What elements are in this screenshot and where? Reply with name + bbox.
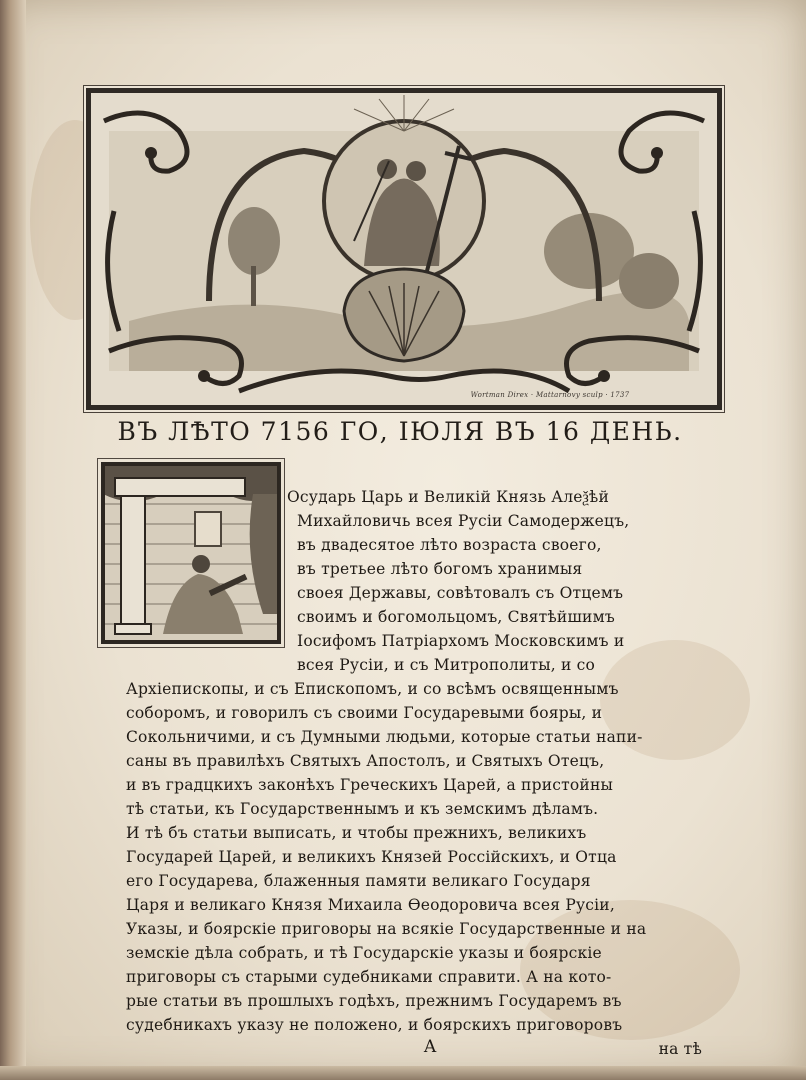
engraved-headpiece [86,88,722,410]
text-line: своея Державы, совѣтовалъ съ Отцемъ [297,584,624,602]
page-gutter [0,0,26,1080]
text-line: тѣ статьи, къ Государственнымъ и къ земскимъ дѣламъ. [126,800,599,818]
text-line: Осударь Царь и Великій Князь Алеѯѣй [287,488,610,506]
catchword: на тѣ [658,1040,702,1058]
decorated-initial-letter [101,462,281,644]
text-line: Царя и великаго Князя Михаила Ѳеодоровича всея Русіи, [126,896,615,914]
text-line: своимъ и богомольцомъ, Святѣйшимъ [297,608,615,626]
date-heading: ВЪ ЛѢТО 7156 ГО, ІЮЛЯ ВЪ 16 ДЕНЬ. [117,417,683,446]
text-line: въ двадесятое лѣто возраста своего, [297,536,602,554]
engraver-credit: Wortman Direx · Mattarnovy sculp · 1737 [470,391,630,399]
text-line: рые статьи въ прошлыхъ годѣхъ, прежнимъ Государемъ въ [126,992,622,1010]
signature-mark: А [423,1037,437,1057]
text-line: Іосифомъ Патріархомъ Московскимъ и [297,632,625,650]
text-line: И тѣ бъ статьи выписать, и чтобы прежнихъ, великихъ [126,824,587,842]
text-line: соборомъ, и говорилъ съ своими Государевыми бояры, и [126,704,603,722]
text-line: и въ градцкихъ законѣхъ Греческихъ Царей, а пристойны [126,776,614,794]
text-line: Указы, и боярскіе приговоры на всякіе Государственные и на [126,920,647,938]
text-line: Государей Царей, и великихъ Князей Россійскихъ, и Отца [126,848,617,866]
page-bottom-edge [0,1066,806,1080]
text-line: Архіепископы, и съ Епископомъ, и со всѣмъ освященнымъ [126,680,619,698]
text-line: Михайловичь всея Русіи Самодержецъ, [297,512,630,530]
text-line: всея Русіи, и съ Митрополиты, и со [297,656,596,674]
text-line: Сокольничими, и съ Думными людьми, которые статьи напи- [126,728,643,746]
text-line: земскіе дѣла собрать, и тѣ Государскіе указы и боярскіе [126,944,602,962]
text-line: саны въ правилѣхъ Святыхъ Апостолъ, и Святыхъ Отецъ, [126,752,605,770]
text-line: приговоры съ старыми судебниками справити. А на кото- [126,968,612,986]
text-line: въ третьее лѣто богомъ хранимыя [297,560,583,578]
text-line: судебникахъ указу не положено, и боярскихъ приговоровъ [126,1016,623,1034]
text-line: его Государева, блаженныя памяти великаго Государя [126,872,591,890]
